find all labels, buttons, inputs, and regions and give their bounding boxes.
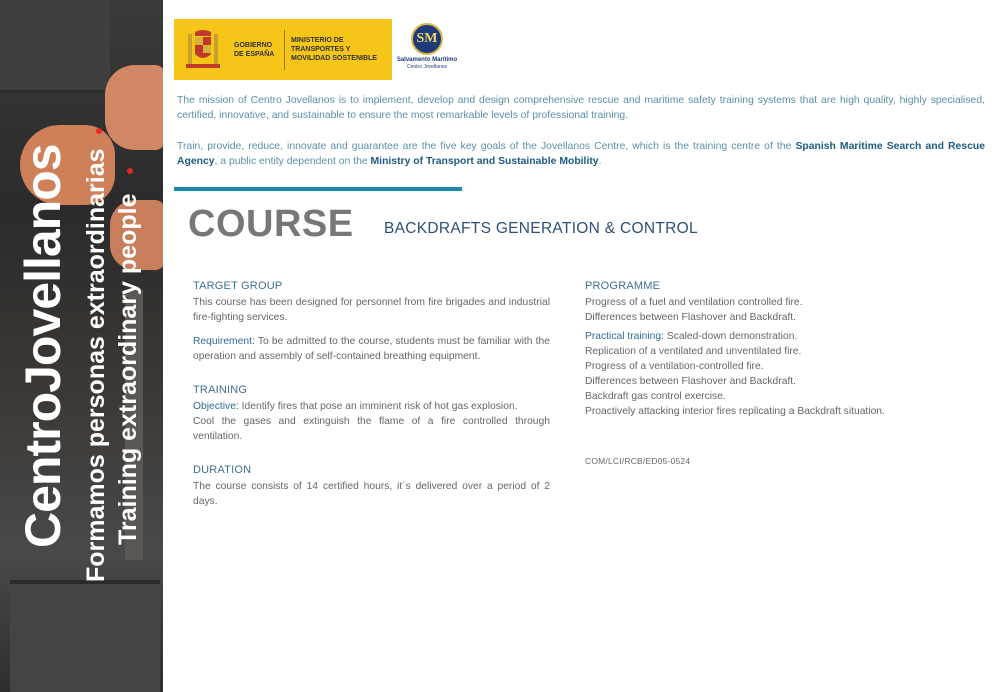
requirement-label: Requirement: [193,336,255,347]
photo-glove [105,65,163,150]
left-column [193,279,550,509]
photo-panel-top [0,0,110,93]
goals-text [177,139,985,169]
objective-text [193,399,550,414]
course-code: COM/LCI/RCB/ED05-0524 [585,456,691,466]
ministry-name: MINISTERIO DE TRANSPORTES Y MOVILIDAD SOSTENIBLE [291,37,377,62]
red-dot [96,128,102,134]
sidebar-photo [0,0,163,692]
practical-item: Replication of a ventilated and unventilated fire. [585,346,802,357]
practical-item: Proactively attacking interior fires replicating a Backdraft situation. [585,406,885,417]
gov-name: GOBIERNO DE ESPAÑA [234,41,275,58]
training-heading: TRAINING [193,384,248,396]
logo-divider [284,30,285,70]
requirement-text [193,334,550,364]
practical-item: Differences between Flashover and Backdraft. [585,376,797,387]
objective-label: Objective: [193,401,239,412]
course-name: BACKDRAFTS GENERATION & CONTROL [384,220,698,237]
course-heading: COURSE [188,203,354,245]
practical-item: Progress of a ventilation-controlled fire. [585,361,764,372]
anchor-emblem-icon: SM [411,23,443,55]
goals-text-end: . [598,156,602,167]
target-group-heading: TARGET GROUP [193,280,283,292]
mission-text: The mission of Centro Jovellanos is to implement, develop and design comprehensive rescue and maritime safety training systems that are high quality, highly specialised, certified, innovative, and sustainable to ensure the most remarkable levels of professional training. [177,95,985,121]
agency-name: Spanish Maritime Search and Rescue Agency [177,141,985,167]
target-group-text: This course has been designed for personnel from fire brigades and industrial fire-fighting services. [193,297,550,323]
government-logo [174,19,392,80]
duration-text: The course consists of 14 certified hours, it´s delivered over a period of 2 days. [193,481,550,507]
tagline-spanish: Formamos personas extraordinarias [82,148,110,582]
practical-item: Backdraft gas control exercise. [585,391,726,402]
salvamento-maritimo-logo [394,21,460,79]
practical-training-body: Scaled-down demonstration. [663,331,798,342]
ministry-highlight: Ministry of Transport and Sustainable Mobility [370,156,599,167]
programme-heading: PROGRAMME [585,280,661,292]
goals-text-start: Train, provide, reduce, innovate and guarantee are the five key goals of the Jovellanos Centre, which is the training centre of the [177,141,796,152]
programme-item: Differences between Flashover and Backdraft. [585,312,797,323]
programme-item: Progress of a fuel and ventilation controlled fire. [585,297,803,308]
practical-training-text [585,329,975,344]
objective-body: Identify fires that pose an imminent risk of hot gas explosion. [238,401,518,412]
coat-of-arms-icon [184,28,222,72]
requirement-body: To be admitted to the course, students must be familiar with the operation and assembly of self-contained breathing equipment. [193,336,550,362]
accent-rule [174,187,462,191]
practical-training-label: Practical training: [585,331,664,342]
red-dot [127,168,133,174]
brand-vertical: CentroJovellanos [15,144,71,548]
tagline-english: Training extraordinary people [114,193,142,545]
right-column [585,279,975,469]
sm-logo-sub: Centro Jovellanos [406,64,448,70]
objective-text-2: Cool the gases and extinguish the flame of a fire controlled through ventilation. [193,416,550,442]
sm-logo-name: Salvamento Marítimo [396,57,458,63]
goals-text-mid: , a public entity dependent on the [214,156,371,167]
duration-heading: DURATION [193,464,252,476]
photo-panel-bottom [10,580,160,692]
